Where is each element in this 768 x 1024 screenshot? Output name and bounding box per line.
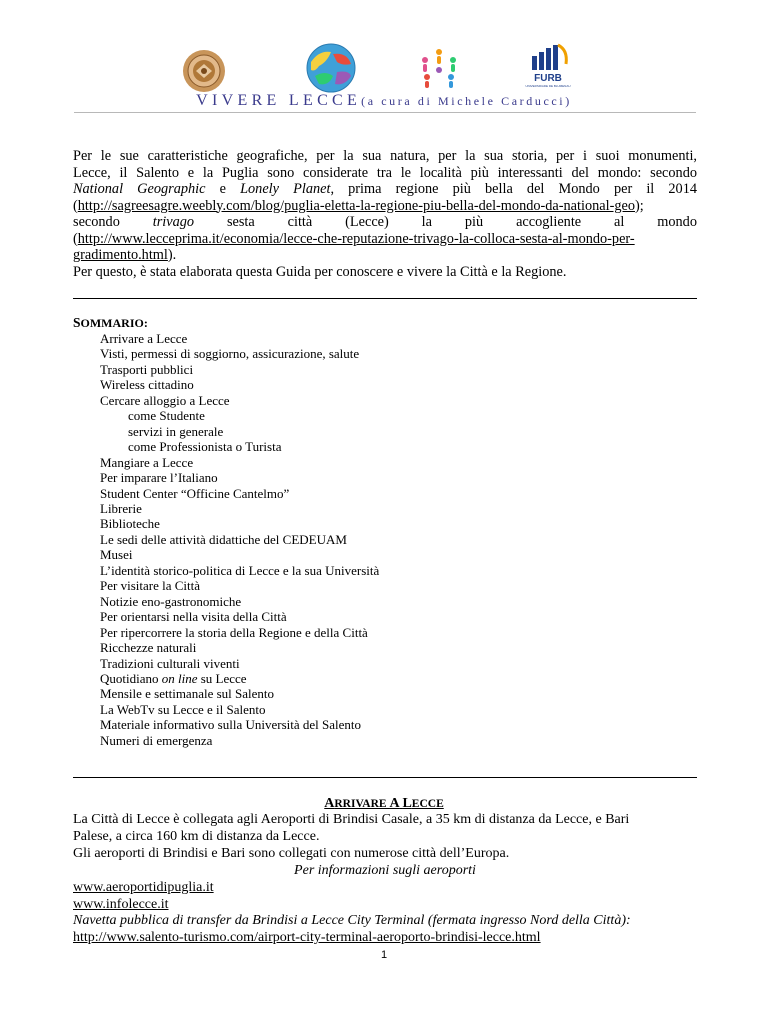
page-number: 1 [380,949,388,961]
section-divider [73,298,697,299]
infolecce-link[interactable]: www.infolecce.it [73,896,169,912]
arrivare-text: La Città di Lecce è collegata agli Aeroporti di Brindisi Casale, a 35 km di distanza da Lecce, e Bari [73,812,630,827]
sagreesagre-link[interactable]: http://sagreesagre.weebly.com/blog/puglia-eletta-la-regione-piu-bella-del-mondo-da-national-geo [77,197,635,214]
toc-item[interactable]: Trasporti pubblici [100,361,194,377]
header-title [0,92,768,110]
header-title-main: VIVERE LECCE [196,92,362,109]
toc-item[interactable]: Biblioteche [100,516,160,532]
toc-item[interactable]: Mensile e settimanale sul Salento [100,686,275,702]
lecceprima-link-cont[interactable]: gradimento.html [73,247,168,263]
lonely-planet-text: Lonely Planet [240,181,331,197]
toc-item[interactable]: Tradizioni culturali viventi [100,655,240,671]
furb-logo [524,42,572,90]
intro-line: secondo trivago sesta città (Lecce) la più accogliente al mondo [73,214,697,230]
header-subtitle: (a cura di Michele Carducci) [361,94,572,108]
header-divider [74,112,696,113]
arrivare-text: Gli aeroporti di Brindisi e Bari sono collegati con numerose città dell’Europa. [73,845,510,861]
intro-line: Per questo, è stata elaborata questa Guida per conoscere e vivere la Città e la Regione. [73,263,567,280]
toc-item[interactable]: Le sedi delle attività didattiche del CEDEUAM [100,531,347,547]
toc-item[interactable]: Librerie [100,500,142,516]
table-of-contents [73,315,379,748]
seal-logo [182,49,226,93]
arrivare-heading: ARRIVARE A LECCE [324,796,444,811]
intro-line: (http://sagreesagre.weebly.com/blog/puglia-eletta-la-regione-piu-bella-del-mondo-da-national-geo); [73,197,644,214]
toc-item[interactable]: Notizie eno-gastronomiche [100,593,242,609]
toc-title: SOMMARIO: [73,315,148,330]
furb-logo-subtext: UNIVERSIDADE DE BLUMENAU [525,84,571,88]
toc-item[interactable]: Per ripercorrere la storia della Regione e della Città [100,624,368,640]
intro-line: National Geographic e Lonely Planet, prima regione più bella del Mondo per il 2014 [73,181,697,197]
toc-item[interactable]: L’identità storico-politica di Lecce e la sua Università [100,562,380,578]
section-divider [73,777,697,778]
intro-line: gradimento.html). [73,247,177,263]
salento-turismo-link[interactable]: http://www.salento-turismo.com/airport-city-terminal-aeroporto-brindisi-lecce.html [73,930,541,946]
shuttle-text: Navetta pubblica di transfer da Brindisi a Lecce City Terminal (fermata ingresso Nord della Città): [73,913,631,929]
toc-item[interactable]: Per visitare la Città [100,578,201,594]
people-logo [416,46,462,90]
lecceprima-link[interactable]: http://www.lecceprima.it/economia/lecce-che-reputazione-trivago-la-colloca-sesta-al-mondo-per- [77,230,635,247]
intro-paragraph [73,148,697,280]
aeroportidipuglia-link[interactable]: www.aeroportidipuglia.it [73,879,214,895]
arrivare-text: Palese, a circa 160 km di distanza da Lecce. [73,828,320,844]
arrivare-section [73,812,697,947]
intro-line: Lecce, il Salento e la Puglia sono considerate tra le località più interessanti del mondo: secondo [73,164,697,181]
toc-item[interactable]: Wireless cittadino [100,377,194,393]
globe-logo [305,42,357,94]
toc-item[interactable]: Quotidiano on line su Lecce [100,670,247,686]
toc-item[interactable]: Musei [100,547,133,563]
toc-item[interactable]: Student Center “Officine Cantelmo” [100,485,290,501]
airport-info-heading: Per informazioni sugli aeroporti [294,862,476,878]
toc-item[interactable]: Mangiare a Lecce [100,454,194,470]
toc-subitem[interactable]: servizi in generale [128,423,224,439]
toc-item[interactable]: Cercare alloggio a Lecce [100,392,230,408]
national-geographic-text: National Geographic [73,181,206,197]
toc-item[interactable]: Per orientarsi nella visita della Città [100,609,287,625]
toc-item[interactable]: Ricchezze naturali [100,640,197,656]
furb-logo-text: FURB [534,73,562,84]
toc-subitem[interactable]: come Studente [128,408,205,424]
toc-subitem[interactable]: come Professionista o Turista [128,439,282,455]
toc-item[interactable]: Arrivare a Lecce [100,331,188,346]
toc-item[interactable]: Per imparare l’Italiano [100,470,218,486]
trivago-text: trivago [152,214,195,230]
toc-item[interactable]: La WebTv su Lecce e il Salento [100,701,266,717]
intro-line: Per le sue caratteristiche geografiche, per la sua natura, per la sua storia, per i suoi monumenti, [73,148,697,164]
toc-item[interactable]: Numeri di emergenza [100,732,213,748]
toc-item[interactable]: Visti, permessi di soggiorno, assicurazione, salute [100,346,360,362]
toc-item[interactable]: Materiale informativo sulla Università del Salento [100,717,362,733]
intro-line: (http://www.lecceprima.it/economia/lecce-che-reputazione-trivago-la-colloca-sesta-al-mondo-per- [73,230,635,247]
